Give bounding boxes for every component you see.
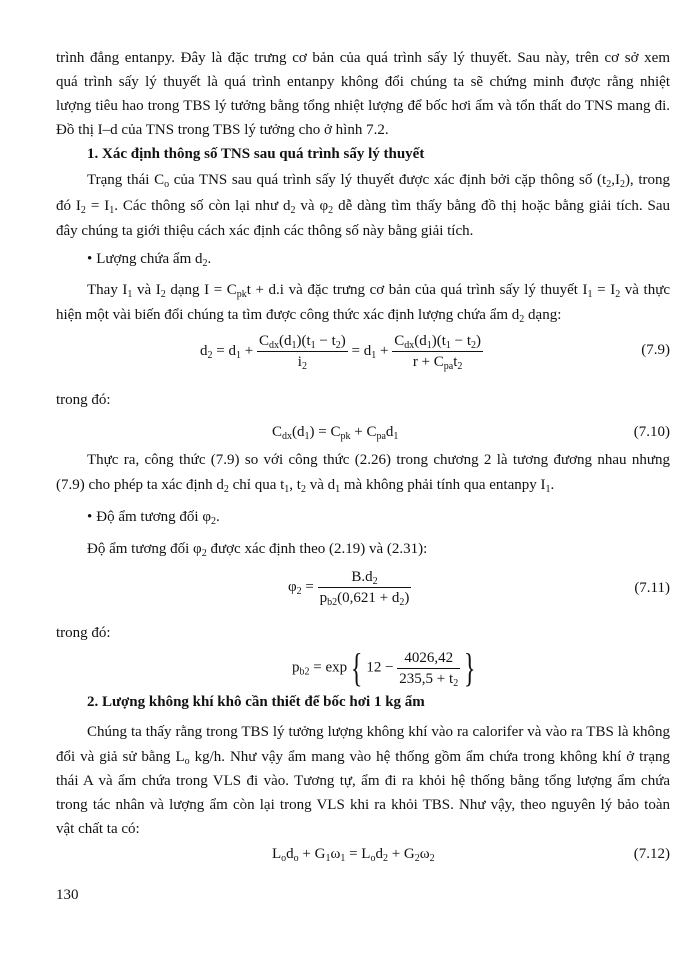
numerator: $C_{dx}(d_1)(t_1 - t_2)$	[258, 333, 346, 351]
section-2-heading: 2. Lượng không khí khô cần thiết để bốc hơi 1 kg ẩm	[87, 694, 425, 710]
t: d	[200, 342, 208, 359]
s: 1	[371, 349, 377, 361]
text: . Các thông số còn lại như d	[114, 198, 291, 214]
sub: 1	[109, 205, 115, 216]
sub: o	[164, 179, 170, 190]
t: hiện một vài biến đổi chúng ta tìm được công thức xác định lượng chứa ẩm d	[56, 307, 520, 323]
fraction	[318, 568, 412, 607]
right-brace: }	[464, 645, 476, 690]
text: Trạng thái C	[87, 172, 165, 188]
t: = I	[592, 282, 616, 298]
fraction	[397, 649, 460, 688]
sub: 2	[619, 179, 625, 190]
equation-number-7-12: (7.12)	[633, 846, 670, 862]
equation-pb2: $p_{b2} = \exp${ 12 − $\frac{4026,42}{235,5 + t_2}$ }	[292, 645, 476, 690]
s1-para2-line1	[87, 281, 670, 299]
s: 2	[207, 349, 213, 361]
intro-line-2: quá trình sấy lý thuyết là quá trình entanpy không đổi chúng ta sẽ chứng minh được rằng nhiệt	[56, 74, 670, 90]
t: +	[240, 342, 257, 359]
text: ), trong	[624, 172, 670, 188]
section-1-heading: 1. Xác định thông số TNS sau quá trình sấy lý thuyết	[87, 146, 425, 162]
s1-para4: Độ ẩm tương đối $\varphi_2$ được xác định theo (2.19) và (2.31):	[87, 541, 428, 559]
denominator: $i_2$	[297, 354, 307, 372]
sub: 2	[202, 258, 208, 269]
sub: 2	[290, 205, 296, 216]
denominator: $p_{b2}(0,621 + d_2)$	[319, 590, 410, 608]
s: 2	[615, 289, 621, 300]
text: và φ	[295, 198, 329, 214]
t: dạng I = C	[165, 282, 237, 298]
sub: 2	[80, 205, 86, 216]
text: đó I	[56, 198, 81, 214]
intro-line-1: trình đẳng entanpy. Đây là đặc trưng cơ bản của quá trình sấy lý thuyết. Sau này, trên cơ sở xem	[56, 50, 670, 66]
text: Lượng chứa ẩm d	[96, 251, 203, 267]
s2-para-line2: đổi và giả sử bằng $L_o$ kg/h. Như vậy ẩm mang vào hệ thống gồm ẩm chứa trong không khí ở trạng	[56, 749, 670, 767]
equation-number-7-11: (7.11)	[634, 580, 670, 596]
intro-line-4: Đồ thị I–d của TNS trong TBS lý tưởng cho ở hình 7.2.	[56, 122, 389, 138]
s: 1	[587, 289, 593, 300]
fraction-1	[257, 332, 348, 371]
s2-para-line4: trong tác nhân và lượng ẩm còn lại trong VLS khi ra khỏi TBS. Như vậy, theo nguyên lý bảo toàn	[56, 797, 670, 813]
t: dạng:	[524, 307, 562, 323]
text: của TNS sau quá trình sấy lý thuyết được xác định bởi cặp thông số (t	[169, 172, 607, 188]
equation-7-9	[200, 332, 483, 371]
s: 1	[235, 349, 241, 361]
where-label-2: trong đó:	[56, 625, 111, 641]
s2-para-line3: thái A và ẩm chứa trong VLS đi vào. Tương tự, ẩm đi ra khỏi hệ thống bằng tổng lượng ẩm chứa	[56, 773, 670, 789]
t: t + d.i và đặc trưng cơ bản của quá trình sấy lý thuyết I	[246, 282, 588, 298]
s: 1	[127, 289, 133, 300]
bullet-icon: •	[87, 509, 93, 525]
t: Thay I	[87, 282, 128, 298]
bullet-moisture-content	[87, 250, 670, 268]
numerator: 4026,42	[397, 649, 460, 669]
s1-para3-line1: Thực ra, công thức (7.9) so với công thức (2.26) trong chương 2 là tương đương nhau nhưng	[87, 452, 670, 468]
t: +	[376, 342, 393, 359]
bullet-icon: •	[87, 251, 93, 267]
text: = I	[85, 198, 110, 214]
equation-number-7-10: (7.10)	[633, 424, 670, 440]
text: ,I	[611, 172, 620, 188]
sub: 2	[606, 179, 612, 190]
denominator: $235,5 + t_2$	[399, 670, 459, 689]
t: và thực	[620, 282, 670, 298]
fraction-2	[392, 332, 483, 371]
intro-line-3: lượng tiêu hao trong TBS lý tưởng bằng tổng nhiệt lượng để bốc hơi ẩm và tổn thất do TNS mang đi.	[56, 98, 670, 114]
sub: 2	[328, 205, 334, 216]
text: .	[207, 251, 212, 267]
equation-7-10: $C_{dx}(d_1) = C_{pk} + C_{pa}d_1$	[272, 424, 399, 442]
equation-number-7-9: (7.9)	[641, 342, 670, 358]
s: pk	[236, 289, 247, 300]
where-label-1: trong đó:	[56, 392, 111, 408]
left-brace: {	[350, 645, 363, 690]
denominator: $r + C_{pa}t_2$	[412, 354, 463, 372]
equation-7-12: $L_od_o + G_1\omega_1 = L_od_2 + G_2\omega_2$	[272, 846, 435, 864]
t: và I	[132, 282, 161, 298]
numerator: $B.d_2$	[318, 568, 412, 588]
bullet-relative-humidity: • Độ ẩm tương đối $\varphi_2$.	[87, 509, 220, 527]
s2-para-line5: vật chất ta có:	[56, 821, 140, 837]
s: 2	[160, 289, 166, 300]
t: = d	[347, 342, 372, 359]
s: 2	[519, 314, 525, 325]
numerator: $C_{dx}(d_1)(t_1 - t_2)$	[394, 333, 482, 351]
t: = d	[212, 342, 236, 359]
s1-para2-line2	[56, 306, 670, 324]
s1-para3-line2: (7.9) cho phép ta xác định $d_2$ chỉ qua $t_1$, $t_2$ và $d_1$ mà không phải tính qua entanpy $I_1$.	[56, 477, 555, 495]
equation-7-11: $\varphi_2$ = $\frac{B.d_2}{p_{b2}(0,621 + d_2)}$	[288, 569, 410, 608]
s1-para1-line2	[56, 197, 670, 215]
s1-para1-line3: đây chúng ta giới thiệu cách xác định các thông số này bằng giải tích.	[56, 223, 474, 239]
text: dễ dàng tìm thấy bằng đồ thị hoặc bằng giải tích. Sau	[333, 198, 670, 214]
s1-para1-line1	[87, 171, 670, 189]
page-number: 130	[56, 887, 79, 903]
s2-para-line1: Chúng ta thấy rằng trong TBS lý tưởng lượng không khí vào ra calorifer và vào ra TBS là không	[87, 724, 670, 740]
